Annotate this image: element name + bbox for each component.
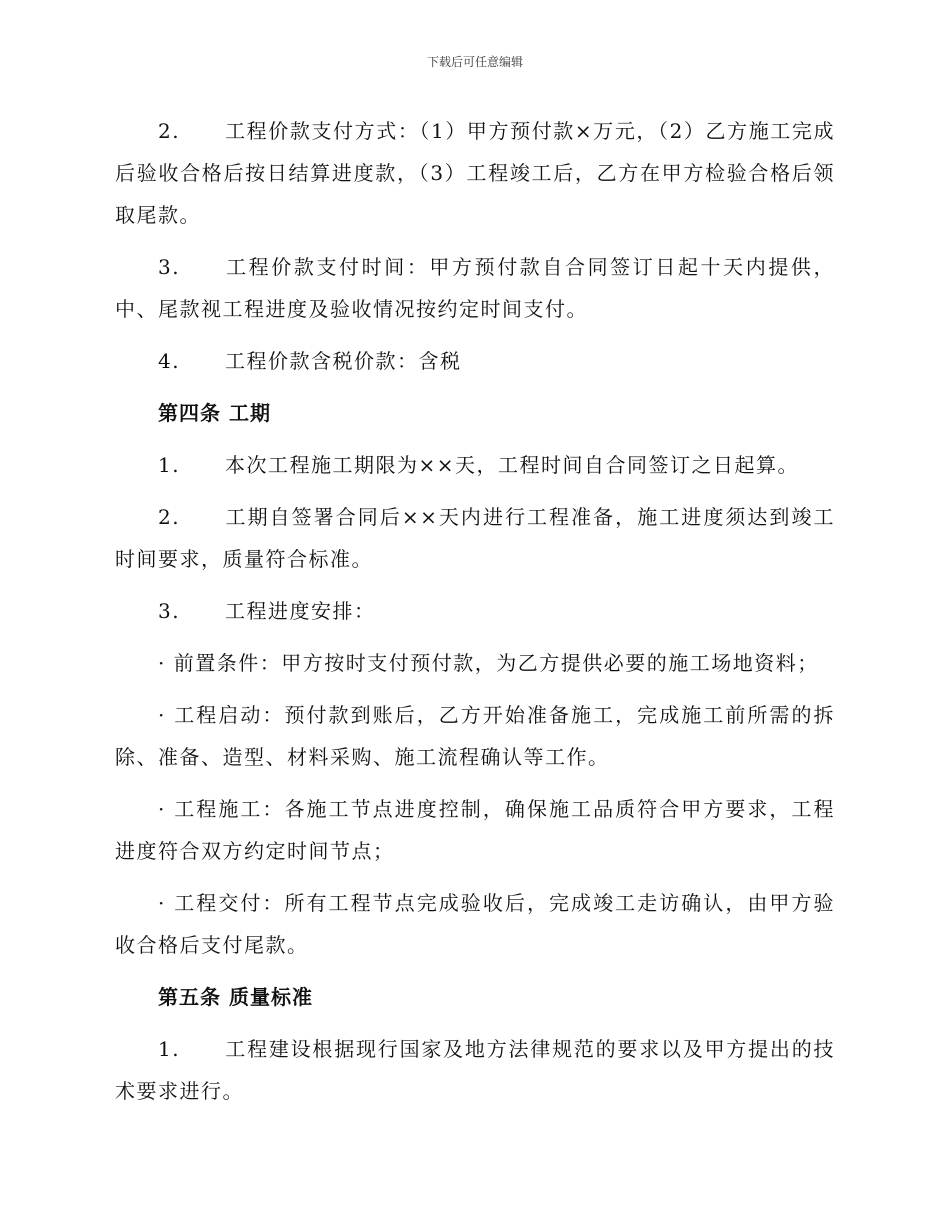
page-header: 下载后可任意编辑 [426,55,523,69]
item-number: 1. [158,453,181,477]
item-number: 2. [158,505,181,529]
schedule-item [115,444,835,486]
item-text: 工期自签署合同后××天内进行工程准备，施工进度须达到竣工时间要求，质量符合标准。 [115,505,835,571]
section-heading-quality: 第五条 质量标准 [158,985,313,1009]
schedule-item [115,496,835,580]
item-text: 工程价款支付时间：甲方预付款自合同签订日起十天内提供，中、尾款视工程进度及验收情况按约定时间支付。 [115,255,835,321]
item-text: 工程建设根据现行国家及地方法律规范的要求以及甲方提出的技术要求进行。 [115,1037,835,1103]
document-body [115,110,835,1122]
schedule-bullet: · 工程启动：预付款到账后，乙方开始准备施工，完成施工前所需的拆除、准备、造型、材料采购、施工流程确认等工作。 [115,703,835,769]
item-text: 工程价款支付方式：（1）甲方预付款×万元，（2）乙方施工完成后验收合格后按日结算进度款，（3）工程竣工后，乙方在甲方检验合格后领取尾款。 [115,119,835,227]
schedule-item [115,590,835,632]
item-number: 4. [158,349,181,373]
item-number: 1. [158,1037,181,1061]
item-text: 工程进度安排： [225,599,376,623]
payment-method-paragraph [115,110,835,236]
quality-item [115,1028,835,1112]
schedule-bullet: · 工程交付：所有工程节点完成验收后，完成竣工走访确认，由甲方验收合格后支付尾款。 [115,891,835,957]
item-number: 3. [158,255,181,279]
payment-time-paragraph [115,246,835,330]
section-heading-schedule: 第四条 工期 [158,401,271,425]
item-number: 3. [158,599,181,623]
schedule-bullet: · 前置条件：甲方按时支付预付款，为乙方提供必要的施工场地资料； [158,651,819,675]
tax-paragraph [115,340,835,382]
item-number: 2. [158,119,181,143]
item-text: 工程价款含税价款：含税 [225,349,462,373]
item-text: 本次工程施工期限为××天，工程时间自合同签订之日起算。 [225,453,800,477]
schedule-bullet: · 工程施工：各施工节点进度控制，确保施工品质符合甲方要求，工程进度符合双方约定时间节点； [115,797,835,863]
